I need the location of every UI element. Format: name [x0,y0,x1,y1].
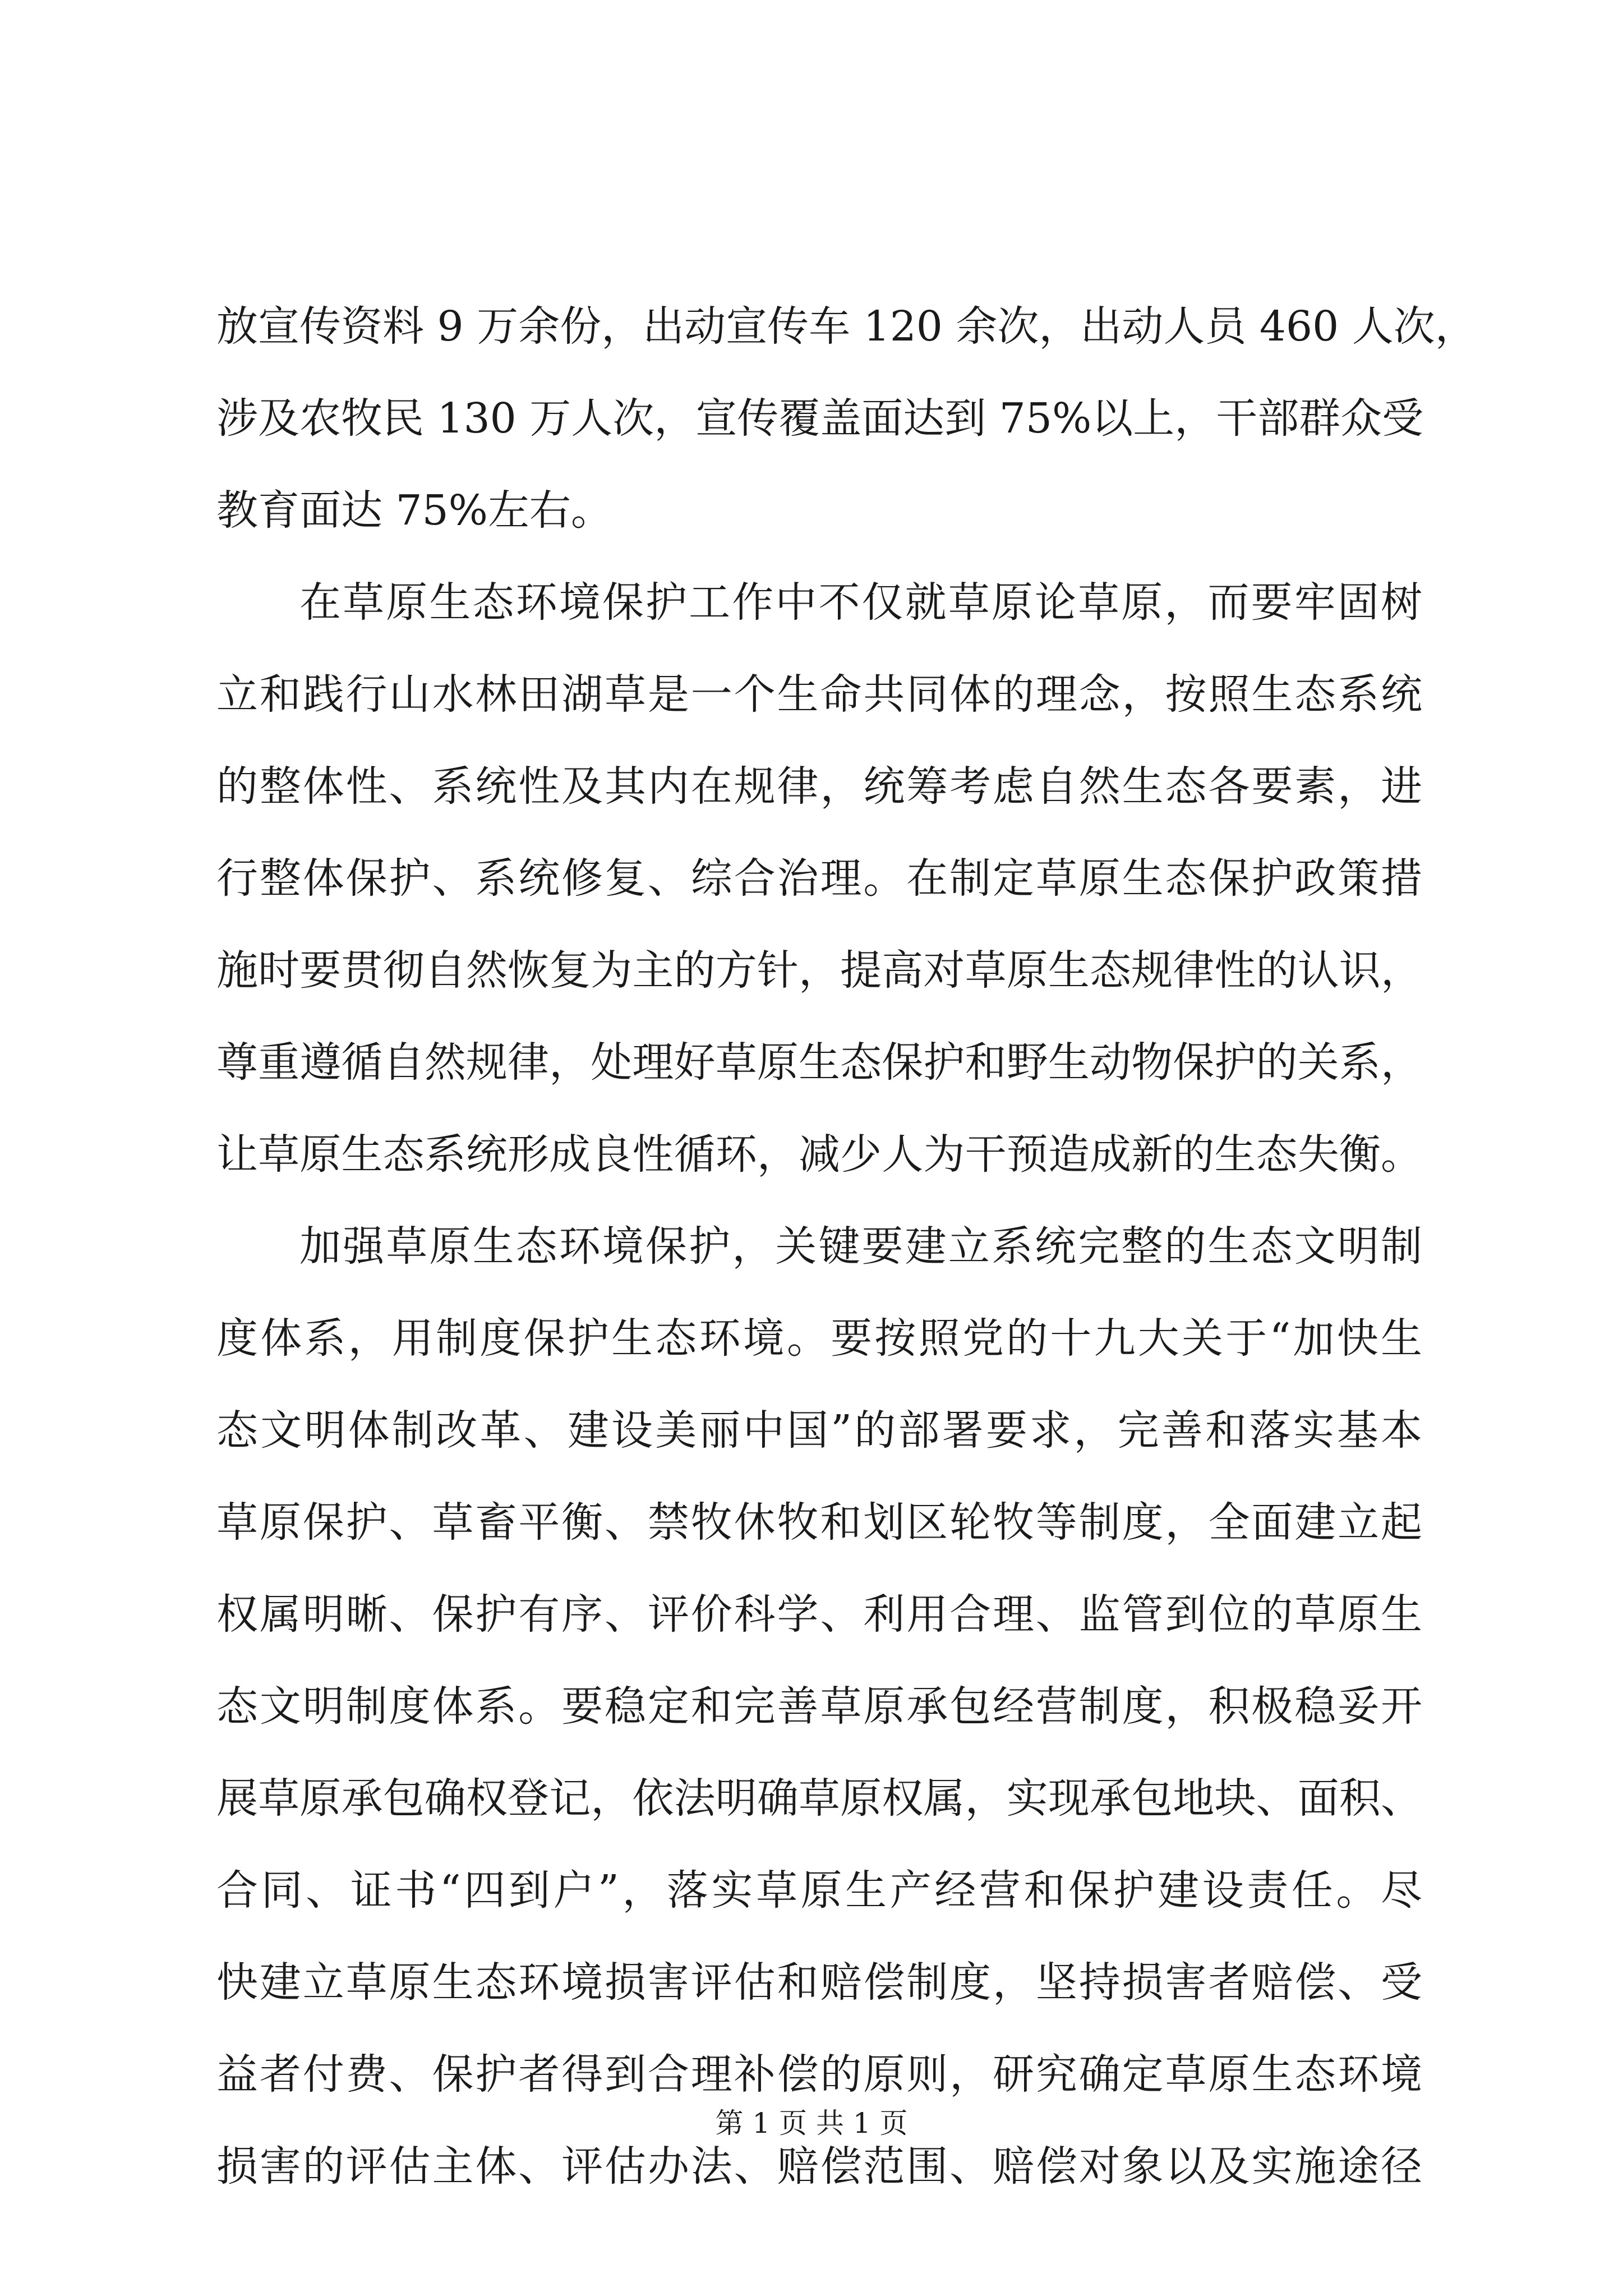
text-line: 教育面达 75%左右。 [216,486,612,535]
paragraph-2 [216,556,1422,1200]
text-line: 让草原生态系统形成良性循环，减少人为干预造成新的生态失衡。 [216,1130,1422,1179]
document-body [216,280,1477,2212]
text-line: 草原保护、草畜平衡、禁牧休牧和划区轮牧等制度，全面建立起 [216,1498,1422,1547]
text-line: 施时要贯彻自然恢复为主的方针，提高对草原生态规律性的认识， [216,946,1422,995]
text-line: 在草原生态环境保护工作中不仅就草原论草原，而要牢固树 [299,578,1422,627]
text-line: 损害的评估主体、评估办法、赔偿范围、赔偿对象以及实施途径 [216,2142,1422,2191]
text-line: 度体系，用制度保护生态环境。要按照党的十九大关于“加快生 [216,1314,1422,1363]
paragraph-1 [216,280,1477,556]
text-line: 态文明体制改革、建设美丽中国”的部署要求，完善和落实基本 [216,1406,1422,1455]
text-line: 态文明制度体系。要稳定和完善草原承包经营制度，积极稳妥开 [216,1682,1422,1731]
text-line: 合同、证书“四到户”，落实草原生产经营和保护建设责任。尽 [216,1866,1422,1915]
text-line: 立和践行山水林田湖草是一个生命共同体的理念，按照生态系统 [216,670,1422,719]
text-line: 涉及农牧民 130 万人次，宣传覆盖面达到 75%以上，干部群众受 [216,394,1424,443]
text-line: 展草原承包确权登记，依法明确草原权属，实现承包地块、面积、 [216,1774,1422,1823]
paragraph-3 [216,1200,1422,2212]
text-line: 尊重遵循自然规律，处理好草原生态保护和野生动物保护的关系， [216,1038,1422,1087]
text-line: 行整体保护、系统修复、综合治理。在制定草原生态保护政策措 [216,854,1422,903]
text-line: 快建立草原生态环境损害评估和赔偿制度，坚持损害者赔偿、受 [216,1958,1422,2007]
text-line: 放宣传资料 9 万余份，出动宣传车 120 余次，出动人员 460 人次， [216,302,1477,351]
text-line: 权属明晰、保护有序、评价科学、利用合理、监管到位的草原生 [216,1590,1422,1639]
text-line: 加强草原生态环境保护，关键要建立系统完整的生态文明制 [299,1222,1422,1271]
text-line: 益者付费、保护者得到合理补偿的原则，研究确定草原生态环境 [216,2050,1422,2099]
page-number-footer: 第 1 页 共 1 页 [715,2107,908,2139]
text-line: 的整体性、系统性及其内在规律，统筹考虑自然生态各要素，进 [216,762,1422,811]
